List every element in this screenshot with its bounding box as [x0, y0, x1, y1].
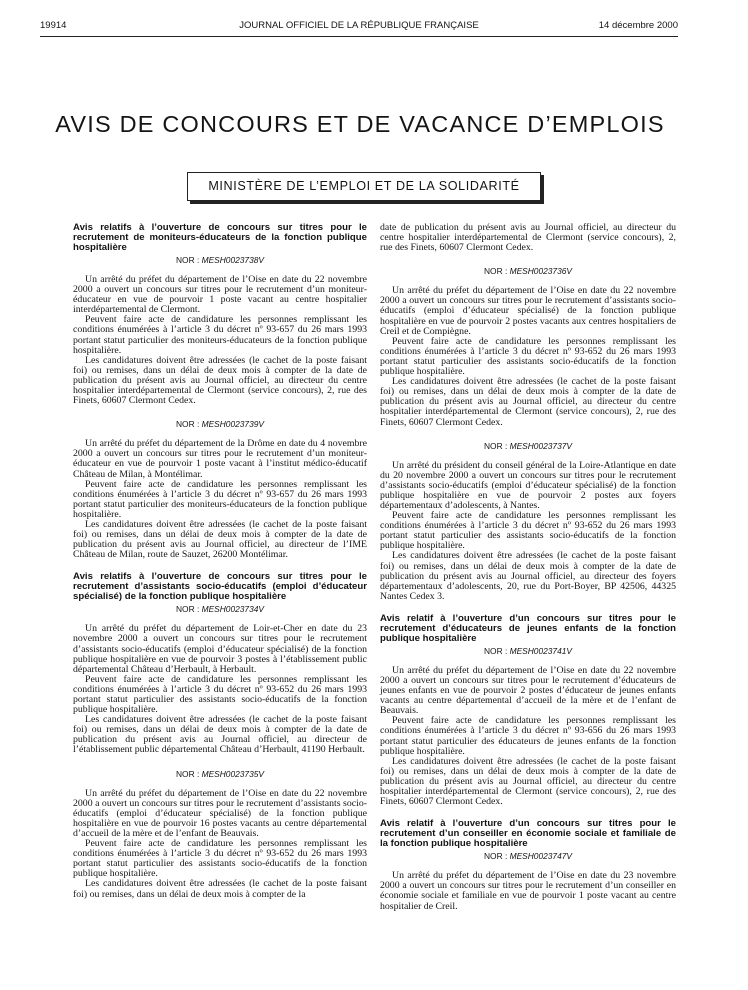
header-rule — [40, 36, 678, 37]
page-title: AVIS DE CONCOURS ET DE VACANCE D’EMPLOIS — [55, 111, 665, 137]
notice-heading: Avis relatif à l’ouverture d’un concours sur titres pour le recrutement d’éducateurs de jeunes enfants de la fonction publique hospitalière — [380, 612, 676, 644]
nor-label: NOR : — [484, 266, 508, 277]
nor-code: MESH0023734V — [201, 604, 264, 615]
right-column — [380, 223, 676, 912]
paragraph: Peuvent faire acte de candidature les personnes remplissant les conditions énumérées à l’article 3 du décret nº 93-652 du 26 mars 1993 portant statut particulier des assistants socio-éducatifs de la fonction publique hospitalière. — [380, 510, 676, 552]
nor-label: NOR : — [176, 604, 200, 615]
nor-reference — [73, 604, 367, 614]
paragraph: Les candidatures doivent être adressées (le cachet de la poste faisant foi) ou remises, dans un délai de deux mois à compter de la — [73, 878, 367, 900]
paragraph: Un arrêté du préfet du département de Loir-et-Cher en date du 23 novembre 2000 a ouvert un concours sur titres pour le recrutement d’assistants socio-éducatifs (emploi d’éducateur spécialisé) de la fonction publique hospitalière en vue de pourvoir 3 postes à l’établissement public départemental Château d’Herbault, à Herbault. — [73, 623, 367, 675]
paragraph: Les candidatures doivent être adressées (le cachet de la poste faisant foi) ou remises, dans un délai de deux mois à compter de la date de publication du présent avis au Journal officiel, au directeur des foyers départementaux d’adolescents, 20, rue du Port-Boyer, BP 42506, 44325 Nantes Cedex 3. — [380, 550, 676, 602]
page-number: 19914 — [40, 20, 67, 31]
nor-code: MESH0023735V — [201, 768, 264, 779]
left-column — [73, 223, 367, 900]
page-header — [40, 20, 678, 34]
paragraph-continued: date de publication du présent avis au Journal officiel, au directeur du centre hospitalier interdépartemental de Clermont (service concours), 2, rue des Finets, 60607 Clermont Cedex. — [380, 222, 676, 254]
nor-code: MESH0023747V — [509, 851, 572, 862]
paragraph: Un arrêté du préfet du département de l’Oise en date du 22 novembre 2000 a ouvert un concours sur titres pour le recrutement d’éducateurs de jeunes enfants en vue de pourvoir 2 postes d’éducateur de jeunes enfants vacants au centre départemental d’accueil de la mère et de l’enfant de Beauvais. — [380, 664, 676, 717]
paragraph: Un arrêté du préfet du département de l’Oise en date du 22 novembre 2000 a ouvert un concours sur titres pour le recrutement d’assistants socio-éducatifs (emploi d’éducateur spécialisé) de la fonction publique hospitalière en vue de pourvoir 16 postes vacants au centre départemental d’accueil de la mère et de l’enfant de Beauvais. — [73, 787, 367, 839]
nor-label: NOR : — [176, 255, 200, 265]
notice-heading: Avis relatifs à l’ouverture de concours sur titres pour le recrutement d’assistants socio-éducatifs (emploi d’éducateur spécialisé) de la fonction publique hospitalière — [73, 571, 367, 603]
nor-label: NOR : — [176, 768, 200, 779]
journal-name: JOURNAL OFFICIEL DE LA RÉPUBLIQUE FRANÇAISE — [239, 20, 479, 31]
nor-reference — [73, 255, 367, 265]
nor-code: MESH0023736V — [509, 266, 572, 277]
paragraph: Un arrêté du président du conseil général de la Loire-Atlantique en date du 20 novembre 2000 a ouvert un concours sur titres pour le recrutement d’assistants socio-éducatifs (emploi d’éducateur spécialisé) de la fonction publique hospitalière en vue de pourvoir 2 postes aux foyers départementaux d’adolescents, à Nantes. — [380, 459, 676, 511]
ministry-box: MINISTÈRE DE L’EMPLOI ET DE LA SOLIDARITÉ — [187, 172, 541, 201]
nor-reference — [380, 646, 676, 656]
nor-label: NOR : — [484, 645, 508, 656]
paragraph: Un arrêté du préfet du département de l’Oise en date du 23 novembre 2000 a ouvert un concours sur titres pour le recrutement d’un conseiller en économie sociale et familiale en vue de pourvoir 1 poste vacant au centre hospitalier de Creil. — [380, 870, 676, 912]
paragraph: Peuvent faire acte de candidature les personnes remplissant les conditions énumérées à l’article 3 du décret nº 93-656 du 26 mars 1993 portant statut particulier des éducateurs de jeunes enfants de la fonction publique hospitalière. — [380, 715, 676, 757]
nor-label: NOR : — [484, 851, 508, 862]
nor-reference — [380, 441, 676, 451]
nor-code: MESH0023739V — [201, 419, 264, 430]
paragraph: Les candidatures doivent être adressées (le cachet de la poste faisant foi) ou remises, dans un délai de deux mois à compter de la date de publication du présent avis au Journal officiel, au directeur du centre hospitalier interdépartemental de Clermont (service concours), 2, rue des Finets, 60607 Clermont Cedex. — [380, 755, 676, 808]
paragraph: Peuvent faire acte de candidature les personnes remplissant les conditions énumérées à l’article 3 du décret nº 93-652 du 26 mars 1993 portant statut particulier des assistants socio-éducatifs de la fonction publique hospitalière. — [73, 838, 367, 880]
paragraph: Peuvent faire acte de candidature les personnes remplissant les conditions énumérées à l’article 3 du décret nº 93-657 du 26 mars 1993 portant statut particulier des moniteurs-éducateurs de la fonction publique hospitalière. — [73, 478, 367, 520]
nor-reference — [380, 851, 676, 861]
nor-reference — [73, 769, 367, 779]
nor-code: MESH0023737V — [509, 440, 572, 451]
notice-heading: Avis relatif à l’ouverture d’un concours sur titres pour le recrutement d’un conseiller en économie sociale et familiale de la fonction publique hospitalière — [380, 818, 676, 850]
nor-code: MESH0023738V — [201, 255, 264, 265]
paragraph: Un arrêté du préfet du département de l’Oise en date du 22 novembre 2000 a ouvert un concours sur titres pour le recrutement d’assistants socio-éducatifs (emploi d’éducateur spécialisé) de la fonction publique hospitalière en vue de pourvoir 2 postes vacants aux centres hospitaliers de Creil et de Compiègne. — [380, 285, 676, 337]
paragraph: Les candidatures doivent être adressées (le cachet de la poste faisant foi) ou remises, dans un délai de deux mois à compter de la date de publication du présent avis au Journal officiel, au directeur de l’établissement public départemental Château d’Herbault, 41190 Herbault. — [73, 714, 367, 756]
paragraph: Un arrêté du préfet du département de la Drôme en date du 4 novembre 2000 a ouvert un concours sur titres pour le recrutement d’un moniteur-éducateur en vue de pourvoir 1 poste vacant à l’institut médico-éducatif Château de Milan, à Montélimar. — [73, 438, 367, 480]
paragraph: Peuvent faire acte de candidature les personnes remplissant les conditions énumérées à l’article 3 du décret nº 93-657 du 26 mars 1993 portant statut particulier des moniteurs-éducateurs de la fonction publique hospitalière. — [73, 314, 367, 356]
issue-date: 14 décembre 2000 — [598, 20, 678, 31]
paragraph: Peuvent faire acte de candidature les personnes remplissant les conditions énumérées à l’article 3 du décret nº 93-652 du 26 mars 1993 portant statut particulier des assistants socio-éducatifs de la fonction publique hospitalière. — [73, 673, 367, 716]
paragraph: Un arrêté du préfet du département de l’Oise en date du 22 novembre 2000 a ouvert un concours sur titres pour le recrutement d’un moniteur-éducateur en vue de pourvoir 1 poste vacant au centre hospitalier interdépartemental de Clermont. — [73, 274, 367, 316]
nor-label: NOR : — [484, 440, 508, 451]
paragraph: Les candidatures doivent être adressées (le cachet de la poste faisant foi) ou remises, dans un délai de deux mois à compter de la date de publication du présent avis au Journal officiel, au directeur de l’IME Château de Milan, route de Sauzet, 26200 Montélimar. — [73, 518, 367, 561]
nor-label: NOR : — [176, 419, 200, 430]
paragraph: Les candidatures doivent être adressées (le cachet de la poste faisant foi) ou remises, dans un délai de deux mois à compter de la date de publication du présent avis au Journal officiel, au directeur du centre hospitalier interdépartemental de Clermont (service concours), 2, rue des Finets, 60607 Clermont Cedex. — [73, 354, 367, 407]
nor-code: MESH0023741V — [509, 645, 572, 656]
nor-reference — [73, 419, 367, 429]
paragraph: Les candidatures doivent être adressées (le cachet de la poste faisant foi) ou remises, dans un délai de deux mois à compter de la date de publication du présent avis au Journal officiel, au directeur du centre hospitalier interdépartemental de Clermont (service concours), 2, rue des Finets, 60607 Clermont Cedex. — [380, 376, 676, 428]
paragraph: Peuvent faire acte de candidature les personnes remplissant les conditions énumérées à l’article 3 du décret nº 93-652 du 26 mars 1993 portant statut particulier des assistants socio-éducatifs de la fonction publique hospitalière. — [380, 335, 676, 378]
notice-heading: Avis relatifs à l’ouverture de concours sur titres pour le recrutement de moniteurs-éducateurs de la fonction publique hospitalière — [73, 222, 367, 253]
nor-reference — [380, 266, 676, 276]
